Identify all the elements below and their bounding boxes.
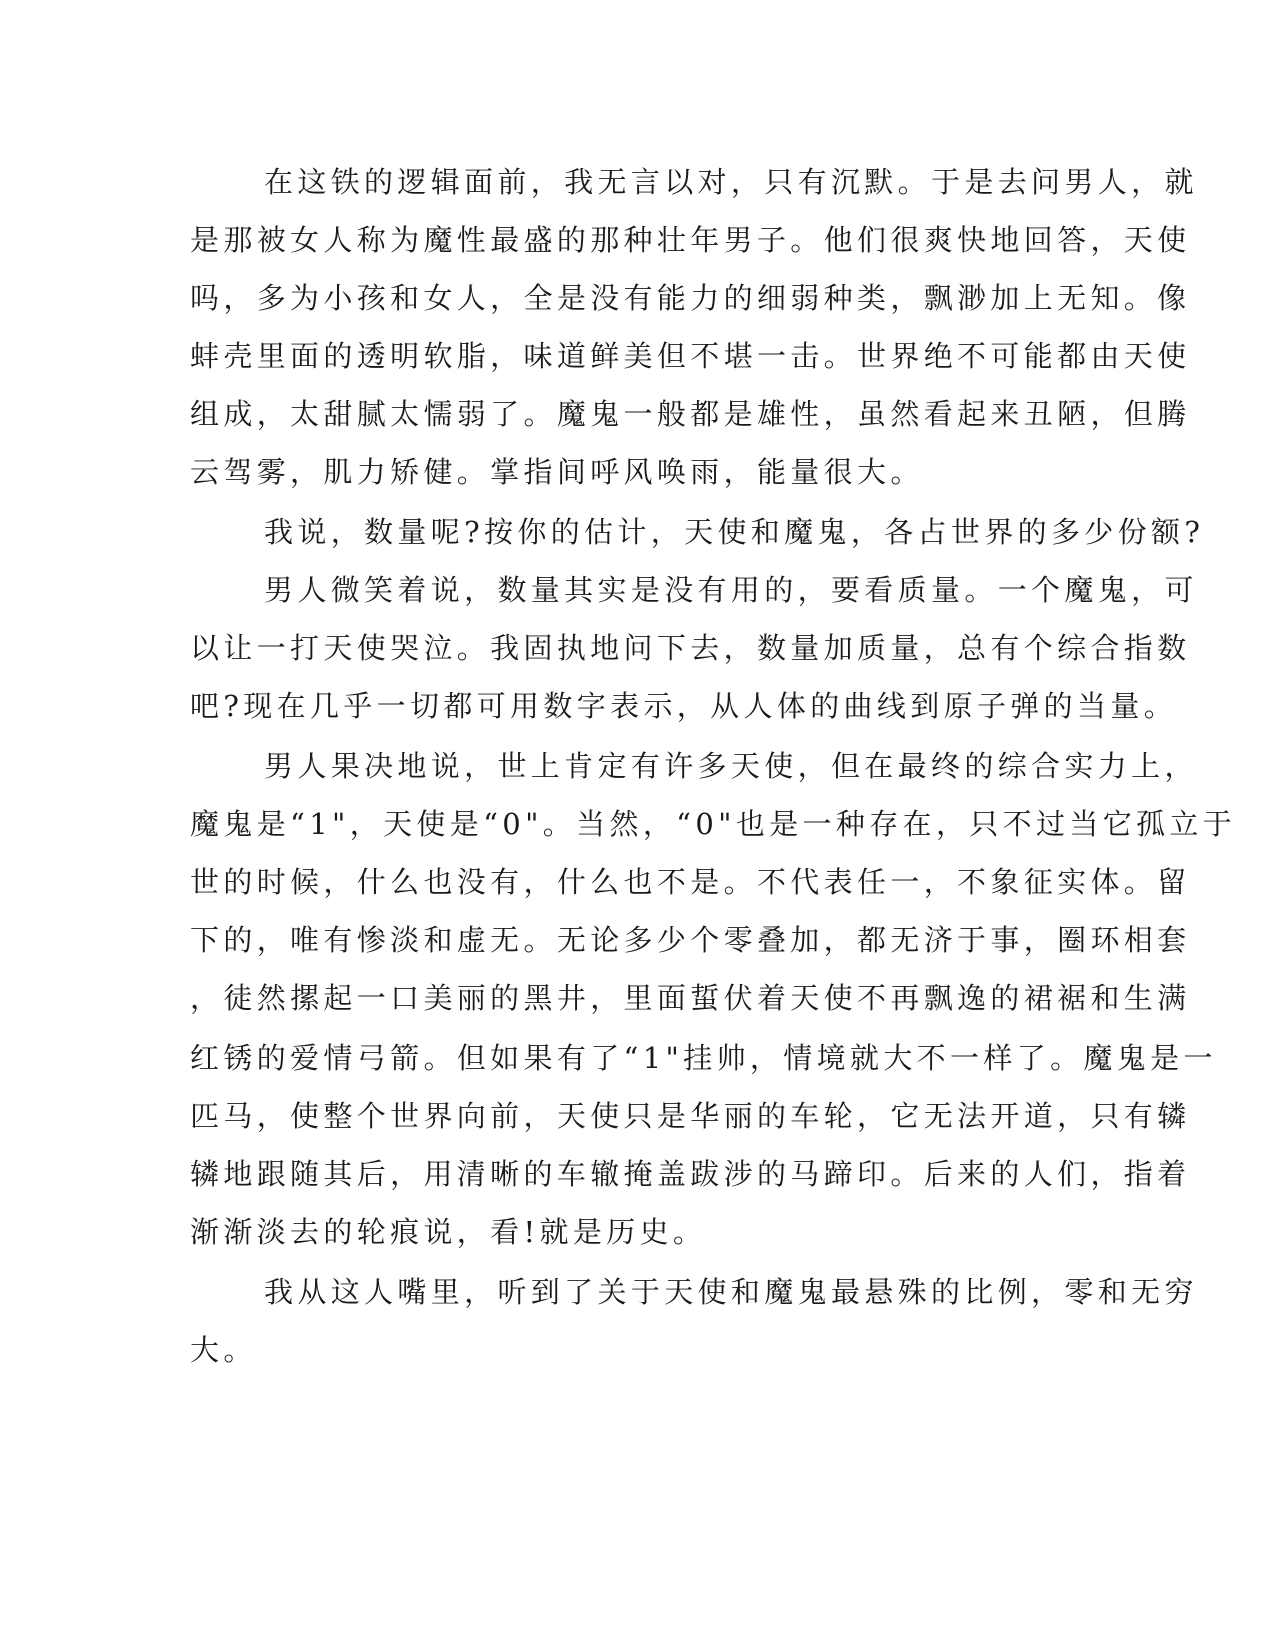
text-line: 魔鬼是“1"，天使是“0"。当然，“0"也是一种存在，只不过当它孤立于 — [190, 807, 1237, 841]
text-line: 以让一打天使哭泣。我固执地问下去，数量加质量，总有个综合指数 — [190, 631, 1191, 665]
text-line: ，徒然摞起一口美丽的黑井，里面蜇伏着天使不再飘逸的裙裾和生满 — [190, 981, 1191, 1015]
text-line: 辚地跟随其后，用清晰的车辙掩盖跋涉的马蹄印。后来的人们，指着 — [190, 1157, 1191, 1191]
text-line: 下的，唯有惨淡和虚无。无论多少个零叠加，都无济于事，圈环相套 — [190, 923, 1191, 957]
text-line: 我从这人嘴里，听到了关于天使和魔鬼最悬殊的比例，零和无穷 — [264, 1275, 1198, 1309]
text-line: 在这铁的逻辑面前，我无言以对，只有沉默。于是去问男人，就 — [264, 165, 1198, 199]
text-line: 红锈的爱情弓箭。但如果有了“1"挂帅，情境就大不一样了。魔鬼是一 — [190, 1041, 1217, 1075]
text-line: 男人果决地说，世上肯定有许多天使，但在最终的综合实力上， — [264, 749, 1198, 783]
text-line: 吗，多为小孩和女人，全是没有能力的细弱种类，飘渺加上无知。像 — [190, 281, 1191, 315]
text-line: 组成，太甜腻太懦弱了。魔鬼一般都是雄性，虽然看起来丑陋，但腾 — [190, 397, 1191, 431]
text-line: 吧?现在几乎一切都可用数字表示，从人体的曲线到原子弹的当量。 — [190, 689, 1178, 723]
text-line: 蚌壳里面的透明软脂，味道鲜美但不堪一击。世界绝不可能都由天使 — [190, 339, 1191, 373]
text-line: 云驾雾，肌力矫健。掌指间呼风唤雨，能量很大。 — [190, 455, 924, 489]
text-line: 匹马，使整个世界向前，天使只是华丽的车轮，它无法开道，只有辚 — [190, 1099, 1191, 1133]
text-line: 渐渐淡去的轮痕说，看!就是历史。 — [190, 1215, 707, 1249]
text-line: 男人微笑着说，数量其实是没有用的，要看质量。一个魔鬼，可 — [264, 573, 1198, 607]
text-line: 大。 — [190, 1333, 257, 1367]
text-line: 世的时候，什么也没有，什么也不是。不代表任一，不象征实体。留 — [190, 865, 1191, 899]
text-line: 我说，数量呢?按你的估计，天使和魔鬼，各占世界的多少份额? — [264, 515, 1205, 549]
text-line: 是那被女人称为魔性最盛的那种壮年男子。他们很爽快地回答，天使 — [190, 223, 1191, 257]
